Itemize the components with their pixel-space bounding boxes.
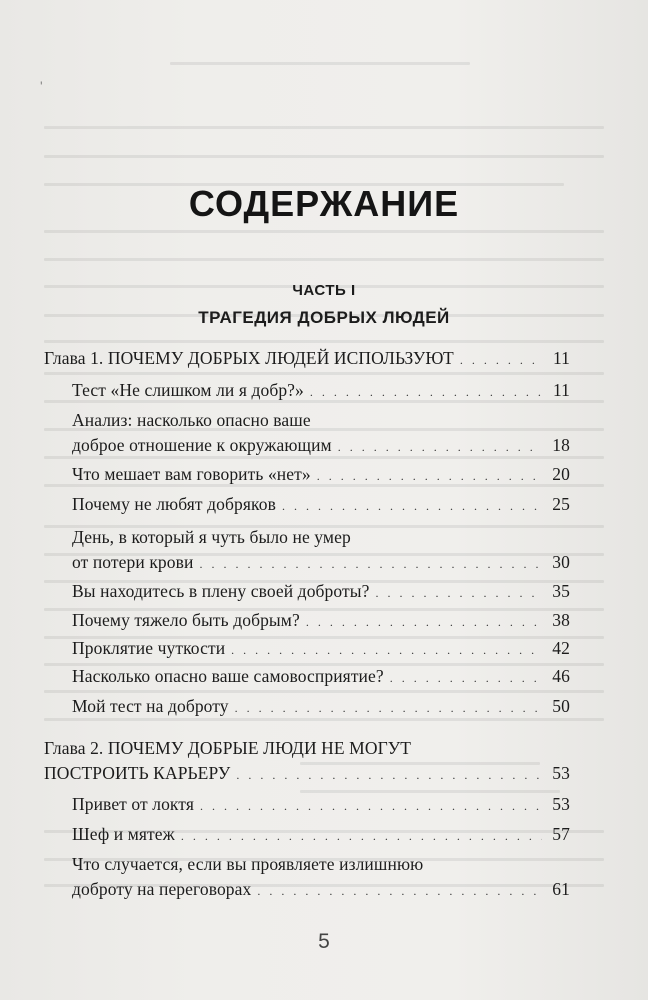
toc-page-number: 11	[552, 380, 570, 400]
toc-entry-text: доброту на переговорах	[72, 879, 252, 899]
toc-entry[interactable]	[72, 792, 570, 819]
part-label: ЧАСТЬ I	[292, 282, 356, 299]
toc-chapter-1[interactable]	[44, 346, 570, 373]
toc-page-number: 42	[552, 638, 570, 658]
toc-entry-text: от потери крови	[72, 552, 194, 572]
toc-entry-text: Вы находитесь в плену своей доброты?	[72, 581, 370, 601]
toc-page-number: 20	[552, 464, 570, 484]
toc-page-number: 38	[552, 610, 570, 630]
toc-entry[interactable]	[72, 664, 570, 691]
part-title: ТРАГЕДИЯ ДОБРЫХ ЛЮДЕЙ	[198, 308, 450, 327]
dot-leader	[181, 824, 542, 849]
toc-page-number: 53	[552, 794, 570, 814]
toc-entry-text: День, в который я чуть было не умер	[72, 527, 351, 547]
toc-entry-text: Глава 1. ПОЧЕМУ ДОБРЫХ ЛЮДЕЙ ИСПОЛЬЗУЮТ	[44, 348, 454, 368]
toc-entry-text: Почему тяжело быть добрым?	[72, 610, 300, 630]
toc-entry[interactable]	[72, 822, 570, 849]
toc-page-number: 25	[552, 494, 570, 514]
toc-page-number: 18	[552, 435, 570, 455]
toc-page-number: 35	[552, 581, 570, 601]
toc-entry[interactable]	[72, 608, 570, 635]
toc-entry[interactable]	[72, 525, 570, 577]
dot-leader	[317, 464, 542, 489]
toc-entry-text: Тест «Не слишком ли я добр?»	[72, 380, 304, 400]
toc-chapter-2[interactable]	[44, 736, 570, 788]
toc-entry-text: доброе отношение к окружающим	[72, 435, 332, 455]
toc-entry[interactable]	[72, 694, 570, 721]
toc-entry-text: Привет от локтя	[72, 794, 194, 814]
toc-entry[interactable]	[72, 492, 570, 519]
toc-entry[interactable]	[72, 378, 570, 405]
toc-entry-text: Мой тест на доброту	[72, 696, 229, 716]
toc-entry[interactable]	[72, 579, 570, 606]
toc-entry-text: Что случается, если вы проявляете излишнюю	[72, 854, 424, 874]
toc-entry-text: Анализ: насколько опасно ваше	[72, 410, 311, 430]
toc-entry[interactable]	[72, 408, 570, 460]
toc-entry-text: Что мешает вам говорить «нет»	[72, 464, 311, 484]
dot-leader	[390, 666, 542, 691]
dot-leader	[310, 380, 542, 405]
toc-entry-text: ПОСТРОИТЬ КАРЬЕРУ	[44, 763, 231, 783]
dot-leader	[200, 794, 542, 819]
toc-entry-text: Проклятие чуткости	[72, 638, 226, 658]
dot-leader	[282, 494, 542, 519]
dot-leader	[231, 638, 542, 663]
dot-leader	[460, 348, 542, 373]
toc-entry-text: Шеф и мятеж	[72, 824, 175, 844]
page-title: СОДЕРЖАНИЕ	[188, 183, 460, 224]
dot-leader	[338, 435, 542, 460]
toc-page-number: 11	[552, 348, 570, 368]
dot-leader	[236, 763, 542, 788]
toc-page-number: 57	[552, 824, 570, 844]
toc-page-number: 61	[552, 879, 570, 899]
toc-entry-text: Почему не любят добряков	[72, 494, 276, 514]
toc-entry-text: Глава 2. ПОЧЕМУ ДОБРЫЕ ЛЮДИ НЕ МОГУТ	[44, 738, 412, 758]
toc-entry-text: Насколько опасно ваше самовосприятие?	[72, 666, 384, 686]
dot-leader	[306, 610, 542, 635]
toc-entry[interactable]	[72, 462, 570, 489]
toc-entry[interactable]	[72, 636, 570, 663]
dot-leader	[257, 879, 542, 904]
page-mark: '	[40, 78, 43, 94]
dot-leader	[199, 552, 542, 577]
dot-leader	[376, 581, 543, 606]
toc-page-number: 53	[552, 763, 570, 783]
dot-leader	[235, 696, 542, 721]
toc-entry[interactable]	[72, 852, 570, 904]
toc-page-number: 46	[552, 666, 570, 686]
page-number: 5	[318, 930, 330, 953]
toc-page-number: 50	[552, 696, 570, 716]
toc-page-number: 30	[552, 552, 570, 572]
